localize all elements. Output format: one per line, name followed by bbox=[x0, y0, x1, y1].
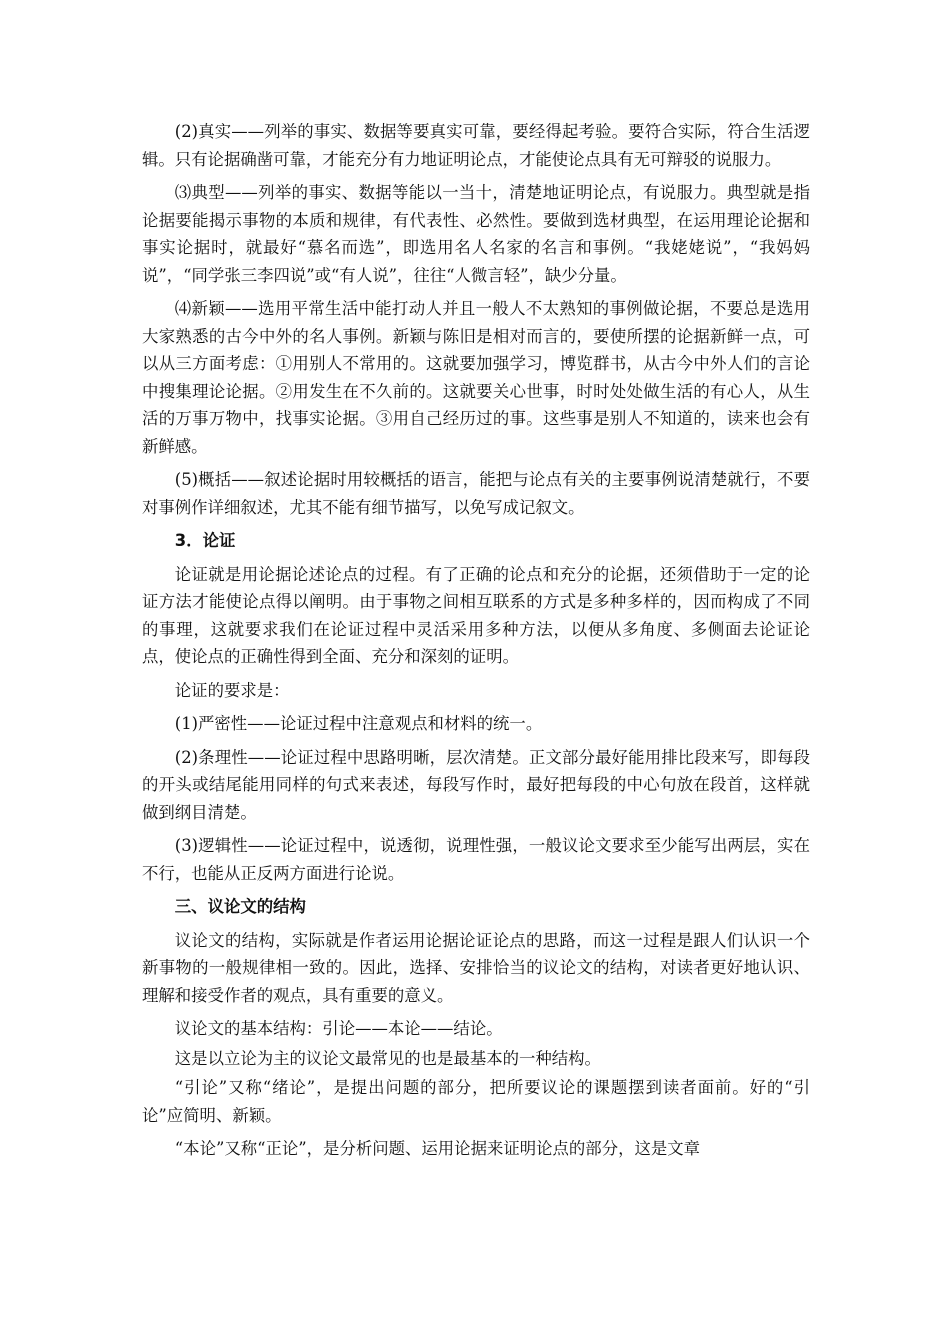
paragraph-argumentation-definition: 论证就是用论据论述论点的过程。有了正确的论点和充分的论据，还须借助于一定的论证方法才能使论点得以阐明。由于事物之间相互联系的方式是多种多样的，因而构成了不同的事理，这就要求我们在论证过程中灵活采用多种方法，以便从多角度、多侧面去论证论点，使论点的正确性得到全面、充分和深刻的证明。 bbox=[142, 564, 810, 666]
paragraph-logic: (3)逻辑性——论证过程中，说透彻，说理性强，一般议论文要求至少能写出两层，实在不行，也能从正反两方面进行论说。 bbox=[142, 836, 810, 883]
paragraph-structure-definition: 议论文的结构，实际就是作者运用论据论证论点的思路，而这一过程是跟人们认识一个新事物的一般规律相一致的。因此，选择、安排恰当的议论文的结构，对读者更好地认识、理解和接受作者的观点，具有重要的意义。 bbox=[142, 930, 810, 1005]
paragraph-novel: ⑷新颖——选用平常生活中能打动人并且一般人不太熟知的事例做论据，不要总是选用大家熟悉的古今中外的名人事例。新颖与陈旧是相对而言的，要使所摆的论据新鲜一点，可以从三方面考虑：①用别人不常用的。这就要加强学习，博览群书，从古今中外人们的言论中搜集理论论据。②用发生在不久前的。这就要关心世事，时时处处做生活的有心人，从生活的万事万物中，找事实论据。③用自己经历过的事。这些事是别人不知道的，读来也会有新鲜感。 bbox=[142, 299, 810, 456]
paragraph-introduction: “引论”又称“绪论”，是提出问题的部分，把所要议论的课题摆到读者面前。好的“引论”应简明、新颖。 bbox=[142, 1078, 810, 1125]
paragraph-argumentation-requirements: 论证的要求是： bbox=[174, 680, 290, 700]
paragraph-common-structure: 这是以立论为主的议论文最常见的也是最基本的一种结构。 bbox=[174, 1048, 601, 1068]
heading-argumentation: 3．论证 bbox=[174, 531, 236, 550]
document-page bbox=[142, 118, 810, 1169]
paragraph-concise: (5)概括——叙述论据时用较概括的语言，能把与论点有关的主要事例说清楚就行，不要对事例作详细叙述，尤其不能有细节描写，以免写成记叙文。 bbox=[142, 470, 810, 517]
heading-structure: 三、议论文的结构 bbox=[174, 897, 306, 916]
paragraph-rigor: (1)严密性——论证过程中注意观点和材料的统一。 bbox=[174, 714, 543, 733]
paragraph-orderliness: (2)条理性——论证过程中思路明晰，层次清楚。正文部分最好能用排比段来写，即每段的开头或结尾能用同样的句式来表述，每段写作时，最好把每段的中心句放在段首，这样就做到纲目清楚。 bbox=[142, 747, 810, 822]
paragraph-basic-structure: 议论文的基本结构：引论——本论——结论。 bbox=[174, 1019, 503, 1038]
paragraph-typical: ⑶典型——列举的事实、数据等能以一当十，清楚地证明论点，有说服力。典型就是指论据要能揭示事物的本质和规律，有代表性、必然性。要做到选材典型，在运用理论论据和事实论据时，就最好“慕名而选”，即选用名人名家的名言和事例。“我姥姥说”，“我妈妈说”，“同学张三李四说”或“有人说”，往往“人微言轻”，缺少分量。 bbox=[142, 183, 810, 285]
paragraph-main-body: “本论”又称“正论”，是分析问题、运用论据来证明论点的部分，这是文章 bbox=[174, 1139, 701, 1158]
paragraph-truthful: (2)真实——列举的事实、数据等要真实可靠，要经得起考验。要符合实际，符合生活逻辑。只有论据确凿可靠，才能充分有力地证明论点，才能使论点具有无可辩驳的说服力。 bbox=[142, 122, 810, 169]
